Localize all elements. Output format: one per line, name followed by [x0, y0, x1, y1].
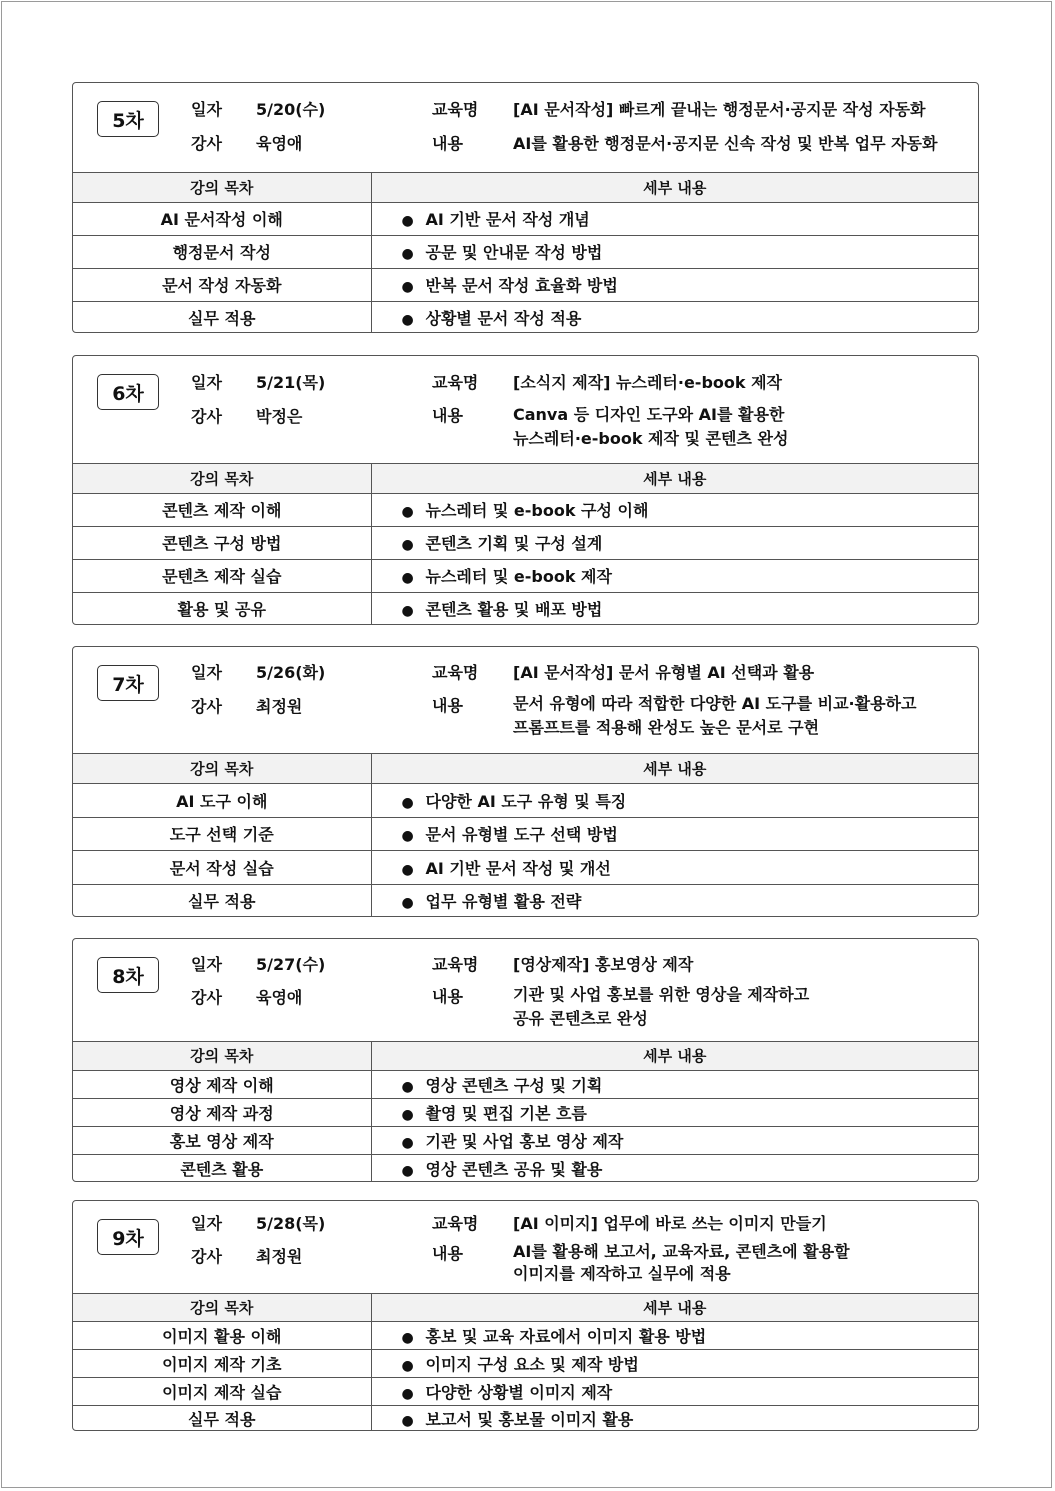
instructor-value: 박정은: [256, 407, 303, 426]
course-value: [AI 문서작성] 문서 유형별 AI 선택과 활용: [513, 663, 815, 682]
bullet-icon: ●: [401, 570, 414, 586]
bullet-icon: ●: [401, 828, 414, 844]
table-row: [73, 1377, 978, 1405]
goal-header: 강의 목차: [73, 173, 371, 202]
goal-cell: 영상 제작 과정: [73, 1098, 371, 1126]
date-value: 5/20(수): [256, 100, 326, 119]
detail-cell: [371, 1321, 978, 1349]
bullet-icon: ●: [401, 1162, 414, 1179]
table-header-row: [73, 754, 978, 783]
detail-text: 문서 유형별 도구 선택 방법: [425, 825, 618, 844]
content-line: Canva 등 디자인 도구와 AI를 활용한: [513, 405, 785, 424]
course-value: [영상제작] 홍보영상 제작: [513, 955, 694, 974]
instructor-label: 강사: [191, 134, 222, 153]
detail-cell: [371, 817, 978, 850]
table-row: [73, 1349, 978, 1377]
detail-header: 세부 내용: [371, 754, 978, 783]
detail-text: 영상 콘텐츠 구성 및 기획: [425, 1075, 603, 1095]
date-label: 일자: [191, 663, 222, 682]
date-label: 일자: [191, 100, 222, 119]
detail-text: 콘텐츠 기획 및 구성 설계: [425, 534, 603, 553]
goal-cell: 문텐츠 제작 실습: [73, 559, 371, 592]
goal-cell: 활용 및 공유: [73, 592, 371, 624]
detail-text: 촬영 및 편집 기본 흐름: [425, 1103, 587, 1123]
instructor-value: 육영애: [256, 988, 303, 1007]
session-card: [72, 82, 979, 333]
table-header-row: [73, 1042, 978, 1070]
detail-text: 기관 및 사업 홍보 영상 제작: [425, 1131, 624, 1151]
detail-text: AI 기반 문서 작성 개념: [425, 210, 590, 229]
session-badge: 6차: [97, 374, 159, 410]
table-row: [73, 493, 978, 526]
table-row: [73, 1098, 978, 1126]
detail-text: 다양한 AI 도구 유형 및 특징: [425, 791, 627, 811]
detail-cell: [371, 1377, 978, 1405]
goal-cell: 홍보 영상 제작: [73, 1126, 371, 1154]
goal-cell: AI 도구 이해: [73, 783, 371, 817]
bullet-icon: ●: [401, 537, 414, 553]
detail-cell: [371, 850, 978, 884]
bullet-icon: ●: [401, 794, 414, 811]
table-row: [73, 850, 978, 884]
content-line: AI를 활용해 보고서, 교육자료, 콘텐츠에 활용할: [513, 1242, 850, 1261]
bullet-icon: ●: [401, 213, 414, 229]
detail-header: 세부 내용: [371, 1042, 978, 1070]
table-row: [73, 202, 978, 235]
date-label: 일자: [191, 373, 222, 392]
date-value: 5/28(목): [256, 1214, 326, 1233]
goal-cell: 문서 작성 자동화: [73, 268, 371, 301]
table-row: [73, 817, 978, 850]
content-line: 프롬프트를 적용해 완성도 높은 문서로 구현: [513, 718, 820, 737]
table-row: [73, 884, 978, 917]
goal-cell: 실무 적용: [73, 884, 371, 917]
detail-cell: [371, 884, 978, 917]
bullet-icon: ●: [401, 1385, 414, 1402]
detail-cell: [371, 301, 978, 333]
goal-cell: 행정문서 작성: [73, 235, 371, 268]
instructor-label: 강사: [191, 1247, 222, 1266]
date-value: 5/26(화): [256, 663, 326, 682]
detail-text: 뉴스레터 및 e-book 제작: [425, 567, 612, 586]
outline-table: [73, 464, 978, 624]
detail-cell: [371, 235, 978, 268]
detail-header: 세부 내용: [371, 1294, 978, 1321]
bullet-icon: ●: [401, 246, 414, 262]
detail-text: 뉴스레터 및 e-book 구성 이해: [425, 501, 649, 520]
bullet-icon: ●: [401, 1078, 414, 1095]
goal-cell: AI 문서작성 이해: [73, 202, 371, 235]
goal-cell: 실무 적용: [73, 1405, 371, 1431]
bullet-icon: ●: [401, 861, 414, 878]
outline-table: [73, 1294, 978, 1431]
course-value: [AI 이미지] 업무에 바로 쓰는 이미지 만들기: [513, 1214, 827, 1233]
detail-text: 이미지 구성 요소 및 제작 방법: [425, 1354, 639, 1374]
detail-text: 반복 문서 작성 효율화 방법: [425, 276, 618, 295]
content-label: 내용: [432, 696, 463, 715]
detail-cell: [371, 1126, 978, 1154]
table-row: [73, 783, 978, 817]
content-label: 내용: [432, 406, 463, 425]
detail-cell: [371, 493, 978, 526]
session-card: [72, 355, 979, 625]
detail-cell: [371, 268, 978, 301]
goal-cell: 콘텐츠 제작 이해: [73, 493, 371, 526]
table-header-row: [73, 1294, 978, 1321]
instructor-label: 강사: [191, 988, 222, 1007]
table-row: [73, 592, 978, 624]
content-label: 내용: [432, 134, 463, 153]
date-value: 5/27(수): [256, 955, 326, 974]
instructor-value: 최정원: [256, 697, 303, 716]
content-line: 이미지를 제작하고 실무에 적용: [513, 1264, 731, 1283]
table-row: [73, 235, 978, 268]
outline-table: [73, 173, 978, 333]
detail-header: 세부 내용: [371, 464, 978, 493]
course-value: [AI 문서작성] 빠르게 끝내는 행정문서·공지문 작성 자동화: [513, 100, 926, 119]
instructor-value: 최정원: [256, 1247, 303, 1266]
content-line: 뉴스레터·e-book 제작 및 콘텐츠 완성: [513, 429, 789, 448]
session-header: [73, 356, 978, 464]
session-card: [72, 938, 979, 1182]
session-card: [72, 1200, 979, 1431]
bullet-icon: ●: [401, 602, 414, 619]
goal-header: 강의 목차: [73, 1042, 371, 1070]
table-row: [73, 268, 978, 301]
detail-text: 홍보 및 교육 자료에서 이미지 활용 방법: [425, 1326, 707, 1346]
session-header: [73, 939, 978, 1042]
goal-cell: 이미지 제작 실습: [73, 1377, 371, 1405]
table-header-row: [73, 173, 978, 202]
detail-cell: [371, 202, 978, 235]
table-header-row: [73, 464, 978, 493]
content-line: 기관 및 사업 홍보를 위한 영상을 제작하고: [513, 985, 810, 1004]
detail-cell: [371, 526, 978, 559]
goal-cell: 이미지 활용 이해: [73, 1321, 371, 1349]
detail-text: 업무 유형별 활용 전략: [425, 892, 582, 912]
bullet-icon: ●: [401, 1134, 414, 1151]
instructor-label: 강사: [191, 407, 222, 426]
goal-cell: 콘텐츠 활용: [73, 1154, 371, 1182]
detail-text: AI 기반 문서 작성 및 개선: [425, 858, 611, 878]
bullet-icon: ●: [401, 279, 414, 295]
table-row: [73, 1321, 978, 1349]
detail-cell: [371, 559, 978, 592]
detail-text: 콘텐츠 활용 및 배포 방법: [425, 599, 603, 619]
bullet-icon: ●: [401, 311, 414, 328]
course-label: 교육명: [432, 373, 479, 392]
table-row: [73, 559, 978, 592]
session-badge: 8차: [97, 957, 159, 993]
table-row: [73, 1154, 978, 1182]
content-line: 문서 유형에 따라 적합한 다양한 AI 도구를 비교·활용하고: [513, 694, 917, 713]
detail-text: 공문 및 안내문 작성 방법: [425, 243, 603, 262]
course-label: 교육명: [432, 663, 479, 682]
session-header: [73, 647, 978, 754]
table-row: [73, 301, 978, 333]
content-label: 내용: [432, 1244, 463, 1263]
detail-text: 상황별 문서 작성 적용: [425, 308, 582, 328]
detail-cell: [371, 592, 978, 624]
bullet-icon: ●: [401, 1329, 414, 1346]
bullet-icon: ●: [401, 895, 414, 912]
course-label: 교육명: [432, 1214, 479, 1233]
session-badge: 5차: [97, 101, 159, 137]
instructor-label: 강사: [191, 697, 222, 716]
content-line: 공유 콘텐츠로 완성: [513, 1009, 648, 1028]
content-line: AI를 활용한 행정문서·공지문 신속 작성 및 반복 업무 자동화: [513, 134, 938, 153]
course-label: 교육명: [432, 100, 479, 119]
session-header: [73, 1201, 978, 1294]
course-value: [소식지 제작] 뉴스레터·e-book 제작: [513, 373, 783, 392]
goal-cell: 콘텐츠 구성 방법: [73, 526, 371, 559]
session-badge: 9차: [97, 1219, 159, 1255]
detail-cell: [371, 783, 978, 817]
goal-header: 강의 목차: [73, 464, 371, 493]
table-row: [73, 1070, 978, 1098]
bullet-icon: ●: [401, 1106, 414, 1123]
table-row: [73, 526, 978, 559]
detail-cell: [371, 1405, 978, 1431]
session-header: [73, 83, 978, 173]
goal-cell: 실무 적용: [73, 301, 371, 333]
goal-cell: 도구 선택 기준: [73, 817, 371, 850]
goal-cell: 이미지 제작 기초: [73, 1349, 371, 1377]
goal-cell: 문서 작성 실습: [73, 850, 371, 884]
course-label: 교육명: [432, 955, 479, 974]
detail-cell: [371, 1098, 978, 1126]
detail-cell: [371, 1349, 978, 1377]
goal-header: 강의 목차: [73, 1294, 371, 1321]
session-card: [72, 646, 979, 917]
detail-text: 보고서 및 홍보물 이미지 활용: [425, 1410, 634, 1430]
session-badge: 7차: [97, 665, 159, 701]
instructor-value: 육영애: [256, 134, 303, 153]
date-label: 일자: [191, 955, 222, 974]
outline-table: [73, 754, 978, 917]
bullet-icon: ●: [401, 1413, 414, 1430]
detail-text: 영상 콘텐츠 공유 및 활용: [425, 1159, 603, 1179]
outline-table: [73, 1042, 978, 1182]
bullet-icon: ●: [401, 504, 414, 520]
date-value: 5/21(목): [256, 373, 326, 392]
goal-header: 강의 목차: [73, 754, 371, 783]
detail-text: 다양한 상황별 이미지 제작: [425, 1382, 613, 1402]
table-row: [73, 1405, 978, 1431]
detail-header: 세부 내용: [371, 173, 978, 202]
bullet-icon: ●: [401, 1357, 414, 1374]
date-label: 일자: [191, 1214, 222, 1233]
table-row: [73, 1126, 978, 1154]
detail-cell: [371, 1070, 978, 1098]
content-label: 내용: [432, 987, 463, 1006]
goal-cell: 영상 제작 이해: [73, 1070, 371, 1098]
detail-cell: [371, 1154, 978, 1182]
